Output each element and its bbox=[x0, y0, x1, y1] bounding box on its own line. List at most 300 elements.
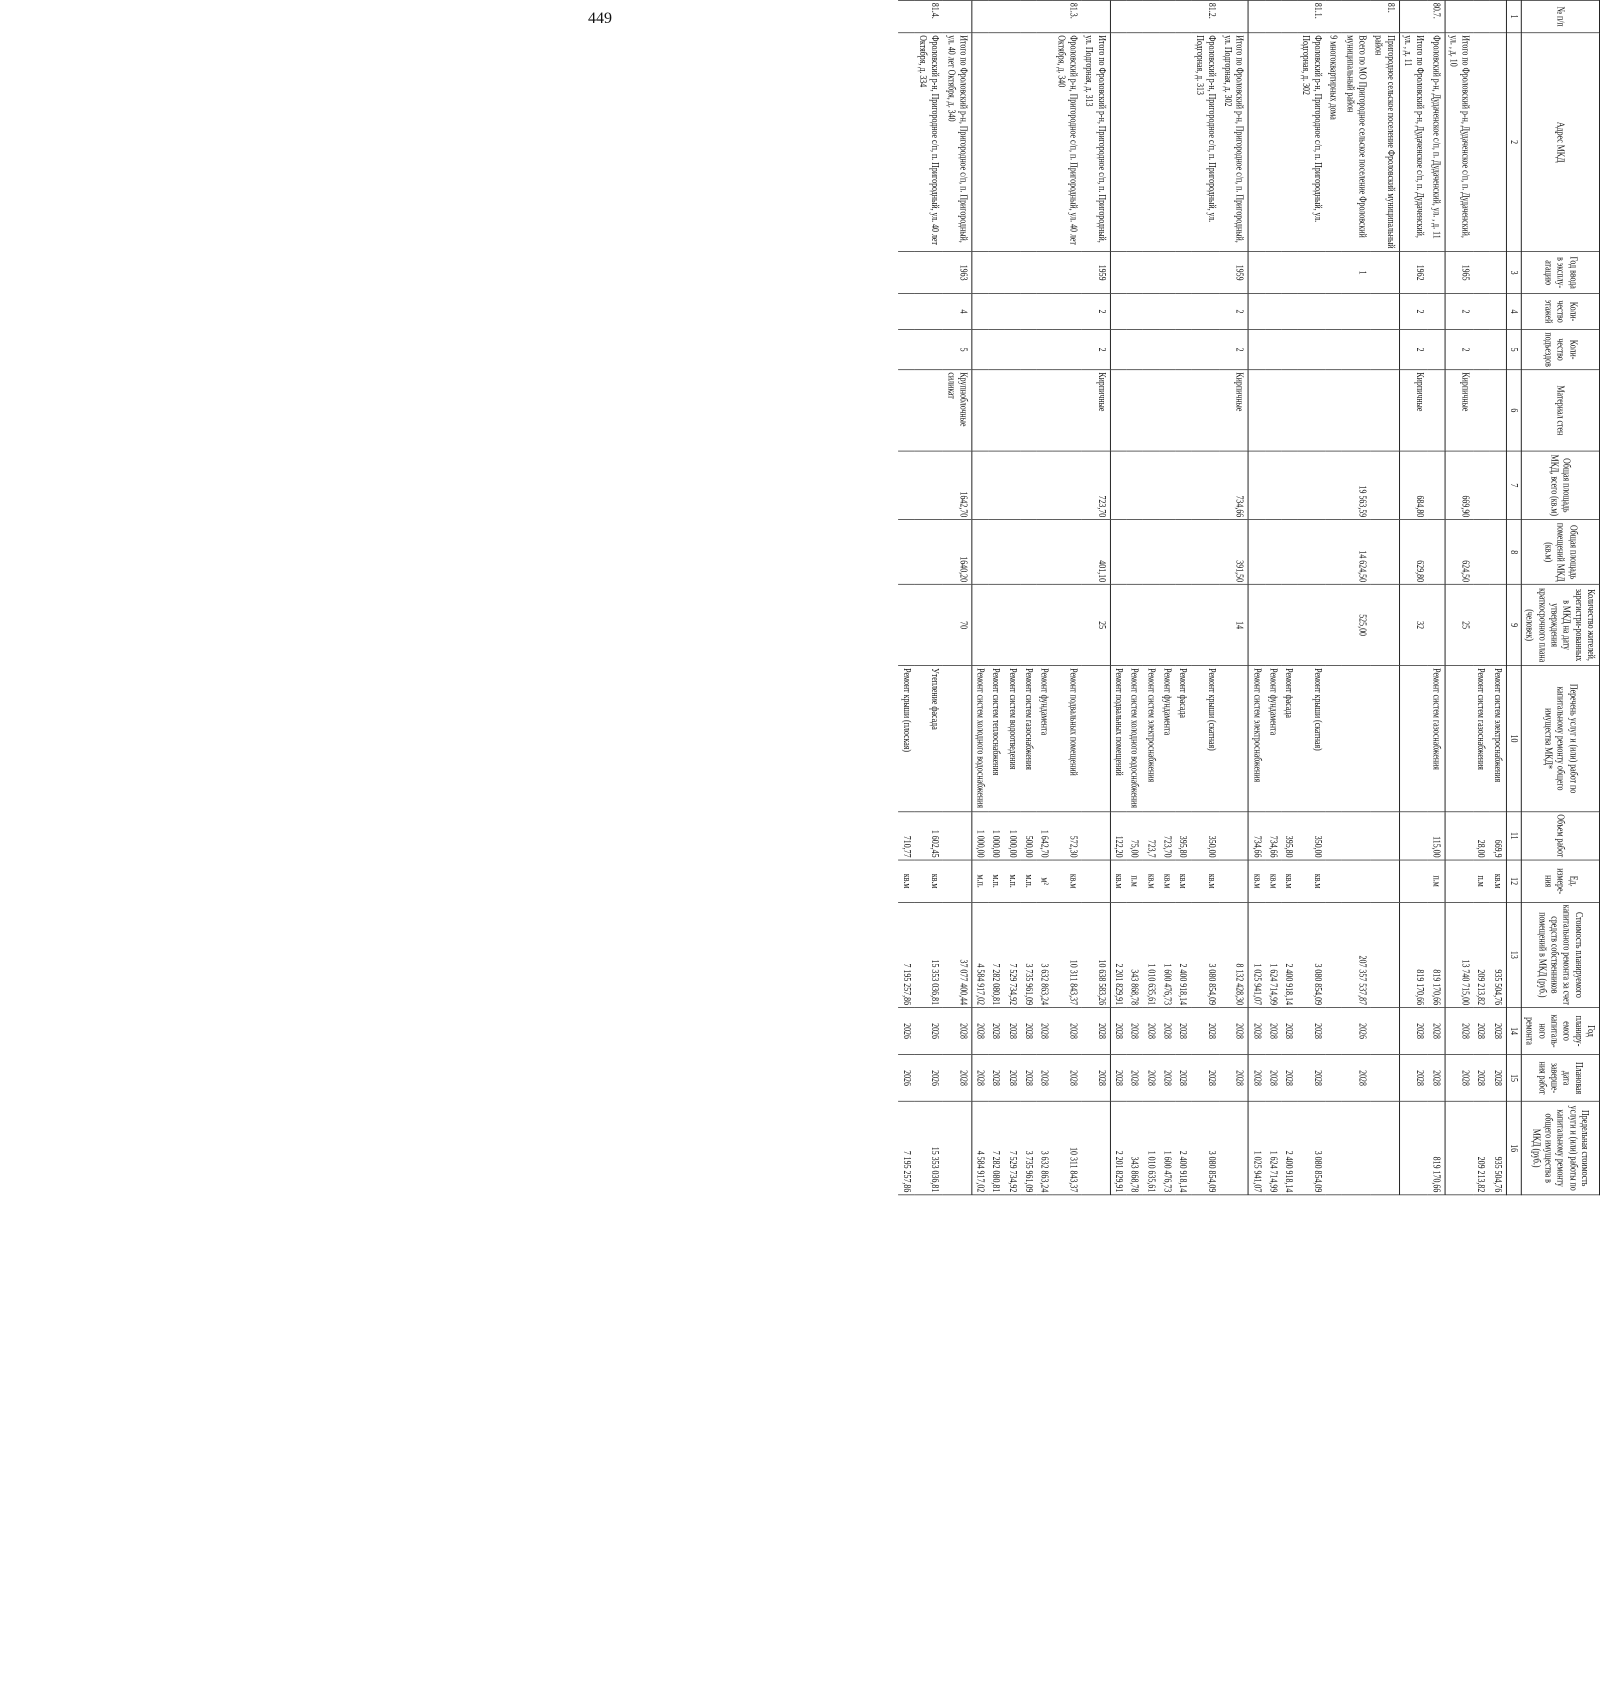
table-cell bbox=[1490, 370, 1507, 451]
table-cell: 25 bbox=[1445, 585, 1474, 666]
table-row bbox=[1053, 0, 1081, 1194]
table-cell: 710,77 bbox=[898, 811, 914, 860]
table-cell: 2028 bbox=[972, 1055, 989, 1102]
table-cell: 2028 bbox=[1175, 1008, 1191, 1055]
table-cell: 7 195 257,86 bbox=[898, 1102, 914, 1195]
column-header: Год ввода в эксплу-атацию bbox=[1521, 252, 1599, 294]
table-cell bbox=[972, 252, 989, 294]
column-number: 10 bbox=[1506, 666, 1521, 812]
column-header: № п/п bbox=[1521, 0, 1599, 32]
table-cell: 2026 bbox=[898, 1008, 914, 1055]
table-cell bbox=[1220, 811, 1248, 860]
table-cell: Ремонт систем теплоснабжения bbox=[988, 666, 1004, 812]
table-cell: 2 bbox=[1445, 329, 1474, 370]
table-cell: кв.м bbox=[1159, 860, 1175, 902]
table-cell bbox=[1081, 811, 1109, 860]
table-cell: 10 311 843,37 bbox=[1053, 1102, 1081, 1195]
table-cell: 115,00 bbox=[1428, 811, 1444, 860]
table-cell bbox=[1326, 451, 1342, 520]
table-cell: кв.м bbox=[1110, 860, 1127, 902]
table-cell: 2028 bbox=[1399, 1055, 1428, 1102]
table-cell: 1963 bbox=[943, 252, 971, 294]
table-cell: 2 400 918,14 bbox=[1281, 902, 1297, 1007]
table-cell: 2028 bbox=[1445, 1055, 1474, 1102]
table-cell bbox=[1175, 585, 1191, 666]
table-cell bbox=[1037, 370, 1053, 451]
table-cell bbox=[1399, 0, 1428, 32]
table-cell: Ремонт крыши (скатная) bbox=[1297, 666, 1325, 812]
table-cell: 734,66 bbox=[1249, 811, 1266, 860]
table-cell bbox=[972, 0, 989, 32]
table-cell bbox=[915, 294, 943, 330]
table-cell bbox=[1159, 585, 1175, 666]
table-cell bbox=[1265, 33, 1281, 252]
table-cell: кв.м bbox=[1175, 860, 1191, 902]
table-cell: 3 080 854,09 bbox=[1297, 1102, 1325, 1195]
table-cell bbox=[915, 585, 943, 666]
table-row bbox=[972, 0, 989, 1194]
table-cell: 2028 bbox=[1037, 1008, 1053, 1055]
table-row bbox=[1297, 0, 1325, 1194]
table-cell bbox=[943, 811, 971, 860]
table-cell: 2028 bbox=[1428, 1055, 1444, 1102]
table-cell: кв.м bbox=[1143, 860, 1159, 902]
table-cell: 1 624 714,99 bbox=[1265, 1102, 1281, 1195]
table-cell: 1 600 476,73 bbox=[1159, 1102, 1175, 1195]
table-cell bbox=[1143, 0, 1159, 32]
table-cell bbox=[898, 252, 914, 294]
table-cell: 1 025 941,07 bbox=[1249, 902, 1266, 1007]
table-cell bbox=[1297, 294, 1325, 330]
table-cell bbox=[1342, 1102, 1370, 1195]
table-cell bbox=[1021, 329, 1037, 370]
table-cell bbox=[1110, 33, 1127, 252]
table-cell bbox=[1399, 1102, 1428, 1195]
table-cell bbox=[1370, 860, 1398, 902]
table-cell: Ремонт систем водоотведения bbox=[1005, 666, 1021, 812]
table-cell bbox=[1053, 294, 1081, 330]
table-cell bbox=[1081, 666, 1109, 812]
table-cell bbox=[1370, 294, 1398, 330]
table-cell: Итого по Фроловский р-н, Дудаченское с/п, п. Дудаченский, ул. , д. 11 bbox=[1399, 33, 1428, 252]
table-row bbox=[1281, 0, 1297, 1194]
table-cell: 2 bbox=[1399, 329, 1428, 370]
table-cell bbox=[1445, 1102, 1474, 1195]
table-cell: 2 bbox=[1220, 329, 1248, 370]
table-cell bbox=[1143, 252, 1159, 294]
table-cell bbox=[898, 294, 914, 330]
table-cell bbox=[1249, 329, 1266, 370]
table-cell: 350,00 bbox=[1297, 811, 1325, 860]
table-cell bbox=[943, 666, 971, 812]
table-cell: Ремонт систем газоснабжения bbox=[1021, 666, 1037, 812]
table-cell bbox=[1127, 294, 1143, 330]
table-cell: Ремонт фасада bbox=[1281, 666, 1297, 812]
table-cell bbox=[1175, 33, 1191, 252]
table-cell: 2 bbox=[1081, 294, 1109, 330]
table-row bbox=[915, 0, 943, 1194]
table-cell: 1 602,45 bbox=[915, 811, 943, 860]
table-cell: 2028 bbox=[1081, 1055, 1109, 1102]
table-cell: 2028 bbox=[1021, 1008, 1037, 1055]
table-cell: 819 170,66 bbox=[1428, 902, 1444, 1007]
column-number: 15 bbox=[1506, 1055, 1521, 1102]
table-cell bbox=[1175, 370, 1191, 451]
table-cell bbox=[1297, 370, 1325, 451]
column-header: Предельная стоимость услуги и (или) работы по капитальному ремонту общего имущества в МКД (руб.) bbox=[1521, 1102, 1599, 1195]
table-cell bbox=[1281, 33, 1297, 252]
table-cell bbox=[1326, 329, 1342, 370]
table-cell bbox=[972, 451, 989, 520]
table-cell bbox=[1265, 0, 1281, 32]
table-cell bbox=[1473, 294, 1489, 330]
table-cell bbox=[943, 860, 971, 902]
table-cell bbox=[1370, 1008, 1398, 1055]
table-cell: 2028 bbox=[1249, 1055, 1266, 1102]
table-cell bbox=[1445, 860, 1474, 902]
table-cell bbox=[1110, 294, 1127, 330]
table-cell bbox=[898, 451, 914, 520]
table-cell bbox=[1053, 451, 1081, 520]
table-cell: 2 bbox=[1399, 294, 1428, 330]
table-cell bbox=[1490, 329, 1507, 370]
table-row bbox=[1220, 0, 1248, 1194]
table-cell: 1 000,00 bbox=[1005, 811, 1021, 860]
table-cell: 10 638 583,26 bbox=[1081, 902, 1109, 1007]
table-cell bbox=[1249, 370, 1266, 451]
table-row bbox=[1399, 0, 1428, 1194]
table-cell bbox=[915, 329, 943, 370]
table-cell: 629,80 bbox=[1399, 520, 1428, 585]
table-cell: 3 080 854,09 bbox=[1191, 1102, 1219, 1195]
table-cell bbox=[1326, 1055, 1342, 1102]
table-cell bbox=[1143, 370, 1159, 451]
table-row bbox=[1191, 0, 1219, 1194]
table-cell bbox=[1191, 252, 1219, 294]
table-cell bbox=[1110, 0, 1127, 32]
table-cell bbox=[1281, 252, 1297, 294]
table-cell: Ремонт фундамента bbox=[1265, 666, 1281, 812]
table-row bbox=[1143, 0, 1159, 1194]
table-cell bbox=[1191, 520, 1219, 585]
table-cell bbox=[1326, 585, 1342, 666]
column-number: 16 bbox=[1506, 1102, 1521, 1195]
table-cell: 1640,20 bbox=[943, 520, 971, 585]
table-cell bbox=[1326, 294, 1342, 330]
column-number: 4 bbox=[1506, 294, 1521, 330]
table-cell bbox=[1220, 666, 1248, 812]
table-cell bbox=[1326, 860, 1342, 902]
table-cell: 1959 bbox=[1220, 252, 1248, 294]
table-cell: 935 504,76 bbox=[1490, 902, 1507, 1007]
table-cell: 81.4. bbox=[915, 0, 943, 32]
table-cell bbox=[1220, 0, 1248, 32]
table-cell: кв.м bbox=[1249, 860, 1266, 902]
table-cell bbox=[972, 294, 989, 330]
table-cell: 1 bbox=[1342, 252, 1370, 294]
table-cell bbox=[1127, 33, 1143, 252]
table-cell: 525,00 bbox=[1342, 585, 1370, 666]
table-cell: Ремонт фундамента bbox=[1159, 666, 1175, 812]
table-cell bbox=[1490, 33, 1507, 252]
table-cell: 7 282 080,81 bbox=[988, 1102, 1004, 1195]
table-cell: Пригородное сельское поселение Фроловский муниципальный район bbox=[1370, 33, 1398, 252]
table-cell bbox=[898, 33, 914, 252]
table-cell bbox=[1297, 520, 1325, 585]
table-cell bbox=[1159, 33, 1175, 252]
table-cell bbox=[1370, 811, 1398, 860]
table-cell: 13 740 715,00 bbox=[1445, 902, 1474, 1007]
table-cell: 81. bbox=[1370, 0, 1398, 32]
table-cell: 2028 bbox=[1127, 1008, 1143, 1055]
table-cell: 624,50 bbox=[1445, 520, 1474, 585]
column-number: 9 bbox=[1506, 585, 1521, 666]
table-cell: 684,80 bbox=[1399, 451, 1428, 520]
table-cell bbox=[1265, 329, 1281, 370]
table-cell: м.п. bbox=[1021, 860, 1037, 902]
table-cell: 2028 bbox=[1021, 1055, 1037, 1102]
table-cell: 2026 bbox=[1342, 1008, 1370, 1055]
table-cell bbox=[1021, 33, 1037, 252]
column-header: Ед. измере-ния bbox=[1521, 860, 1599, 902]
table-cell: Крупноблочные силикат bbox=[943, 370, 971, 451]
table-cell bbox=[1021, 252, 1037, 294]
table-cell bbox=[1175, 294, 1191, 330]
table-cell: 2028 bbox=[1191, 1055, 1219, 1102]
table-cell: Ремонт систем электроснабжения bbox=[1490, 666, 1507, 812]
table-cell bbox=[1127, 370, 1143, 451]
table-cell: 819 170,66 bbox=[1399, 902, 1428, 1007]
table-cell: 25 bbox=[1081, 585, 1109, 666]
table-cell bbox=[1143, 451, 1159, 520]
table-cell: 2028 bbox=[1159, 1055, 1175, 1102]
table-cell bbox=[1370, 451, 1398, 520]
table-cell bbox=[1342, 370, 1370, 451]
table-cell bbox=[1191, 370, 1219, 451]
column-number: 6 bbox=[1506, 370, 1521, 451]
column-header: Год планиру-емого капиталь-ного ремонта bbox=[1521, 1008, 1599, 1055]
table-cell bbox=[1445, 666, 1474, 812]
table-cell bbox=[972, 370, 989, 451]
table-cell bbox=[1326, 1102, 1342, 1195]
table-cell bbox=[915, 520, 943, 585]
table-cell: Ремонт систем газоснабжения bbox=[1428, 666, 1444, 812]
table-row bbox=[1127, 0, 1143, 1194]
table-cell: м.п. bbox=[1005, 860, 1021, 902]
table-cell bbox=[1159, 329, 1175, 370]
table-cell bbox=[1370, 666, 1398, 812]
table-cell: 2 bbox=[1220, 294, 1248, 330]
table-cell: Ремонт фасада bbox=[1175, 666, 1191, 812]
header-row bbox=[1521, 0, 1599, 1194]
table-cell bbox=[1005, 294, 1021, 330]
table-cell bbox=[1037, 451, 1053, 520]
table-cell: 1 000,00 bbox=[972, 811, 989, 860]
table-cell bbox=[1053, 520, 1081, 585]
table-cell bbox=[915, 370, 943, 451]
table-cell: 2028 bbox=[1081, 1008, 1109, 1055]
column-number: 14 bbox=[1506, 1008, 1521, 1055]
table-cell: кв.м bbox=[1265, 860, 1281, 902]
table-cell: 209 213,82 bbox=[1473, 1102, 1489, 1195]
table-row bbox=[1342, 0, 1370, 1194]
table-cell bbox=[1110, 252, 1127, 294]
table-cell bbox=[1473, 370, 1489, 451]
table-cell: Итого по Фроловский р-н, Пригородное с/п, п. Пригородный, ул. Подгорная, д. 302 bbox=[1220, 33, 1248, 252]
table-cell bbox=[1021, 0, 1037, 32]
table-cell bbox=[1143, 585, 1159, 666]
table-cell: 1642,70 bbox=[943, 451, 971, 520]
table-cell: п.м bbox=[1428, 860, 1444, 902]
table-cell: 7 529 734,92 bbox=[1005, 1102, 1021, 1195]
table-cell: 2028 bbox=[1220, 1055, 1248, 1102]
table-cell bbox=[1005, 370, 1021, 451]
table-cell bbox=[1370, 1055, 1398, 1102]
table-cell: 2 bbox=[1445, 294, 1474, 330]
table-cell: Ремонт подвальных помещений bbox=[1110, 666, 1127, 812]
table-cell bbox=[1297, 585, 1325, 666]
table-cell: 2028 bbox=[1490, 1055, 1507, 1102]
table-cell bbox=[1037, 33, 1053, 252]
table-cell: 2028 bbox=[1265, 1055, 1281, 1102]
table-cell: 7 529 734,92 bbox=[1005, 902, 1021, 1007]
table-cell bbox=[1191, 451, 1219, 520]
table-cell: Ремонт крыши (скатная) bbox=[1191, 666, 1219, 812]
table-cell bbox=[1021, 451, 1037, 520]
table-cell: 669,90 bbox=[1445, 451, 1474, 520]
table-cell bbox=[972, 585, 989, 666]
table-cell: 1962 bbox=[1399, 252, 1428, 294]
table-cell bbox=[1265, 585, 1281, 666]
table-cell: 3 735 961,09 bbox=[1021, 902, 1037, 1007]
table-cell bbox=[1490, 294, 1507, 330]
table-cell: кв.м bbox=[1297, 860, 1325, 902]
table-cell bbox=[1342, 666, 1370, 812]
table-cell bbox=[898, 329, 914, 370]
table-cell: 2028 bbox=[1265, 1008, 1281, 1055]
table-cell bbox=[1428, 451, 1444, 520]
table-row bbox=[1428, 0, 1444, 1194]
table-cell: 2 400 918,14 bbox=[1281, 1102, 1297, 1195]
table-cell: 2028 bbox=[1445, 1008, 1474, 1055]
table-row bbox=[1326, 0, 1342, 1194]
table-cell bbox=[1281, 585, 1297, 666]
table-cell bbox=[1053, 370, 1081, 451]
table-cell: 2028 bbox=[988, 1055, 1004, 1102]
table-cell: 1 600 476,73 bbox=[1159, 902, 1175, 1007]
table-cell: Итого по Фроловский р-н, Дудаченское с/п, п. Дудаченский, ул. , д. 10 bbox=[1445, 33, 1474, 252]
table-cell: 2028 bbox=[1005, 1055, 1021, 1102]
table-cell: п.м bbox=[1127, 860, 1143, 902]
table-cell: 2028 bbox=[1399, 1008, 1428, 1055]
table-cell bbox=[1159, 0, 1175, 32]
table-cell bbox=[988, 329, 1004, 370]
table-cell: 2028 bbox=[1297, 1008, 1325, 1055]
table-cell bbox=[1342, 811, 1370, 860]
table-cell: 343 868,78 bbox=[1127, 902, 1143, 1007]
table-cell: 81.2. bbox=[1191, 0, 1219, 32]
table-cell: 19 563,59 bbox=[1342, 451, 1370, 520]
table-cell bbox=[1281, 520, 1297, 585]
table-cell bbox=[1490, 0, 1507, 32]
table-cell bbox=[898, 520, 914, 585]
table-cell bbox=[1399, 860, 1428, 902]
table-cell bbox=[1490, 451, 1507, 520]
table-cell: Ремонт систем холодного водоснабжения bbox=[1127, 666, 1143, 812]
table-cell bbox=[1326, 666, 1342, 812]
column-number: 5 bbox=[1506, 329, 1521, 370]
table-cell bbox=[1428, 585, 1444, 666]
table-cell: Фроловский р-н, Дудаченское с/п, п. Дудаченский, ул. , д. 11 bbox=[1428, 33, 1444, 252]
table-cell bbox=[1110, 451, 1127, 520]
table-cell: 2028 bbox=[1220, 1008, 1248, 1055]
table-cell: 5 bbox=[943, 329, 971, 370]
table-cell bbox=[1281, 329, 1297, 370]
table-cell bbox=[1037, 294, 1053, 330]
table-cell: 1 624 714,99 bbox=[1265, 902, 1281, 1007]
table-cell bbox=[1110, 370, 1127, 451]
table-cell bbox=[988, 520, 1004, 585]
table-cell bbox=[1159, 294, 1175, 330]
table-cell bbox=[1370, 252, 1398, 294]
column-number: 1 bbox=[1506, 0, 1521, 32]
table-cell: 2028 bbox=[1342, 1055, 1370, 1102]
table-cell bbox=[1281, 451, 1297, 520]
table-cell: 122,20 bbox=[1110, 811, 1127, 860]
table-cell bbox=[1342, 0, 1370, 32]
table-cell bbox=[1191, 294, 1219, 330]
table-cell bbox=[1175, 520, 1191, 585]
table-cell: 2028 bbox=[1143, 1055, 1159, 1102]
table-cell: 2 201 829,91 bbox=[1110, 1102, 1127, 1195]
table-cell: 2028 bbox=[1281, 1055, 1297, 1102]
table-cell: 2028 bbox=[943, 1008, 971, 1055]
column-number: 11 bbox=[1506, 811, 1521, 860]
table-cell: 8 132 428,30 bbox=[1220, 902, 1248, 1007]
table-cell bbox=[1473, 33, 1489, 252]
table-cell: Ремонт систем электроснабжения bbox=[1143, 666, 1159, 812]
capital-repair-table bbox=[898, 0, 1600, 1195]
table-cell: 37 077 400,44 bbox=[943, 902, 971, 1007]
table-cell bbox=[1249, 520, 1266, 585]
table-cell bbox=[1081, 860, 1109, 902]
table-cell: 2028 bbox=[988, 1008, 1004, 1055]
table-cell: 401,10 bbox=[1081, 520, 1109, 585]
table-cell bbox=[943, 1102, 971, 1195]
table-cell bbox=[1037, 585, 1053, 666]
table-cell bbox=[1370, 329, 1398, 370]
table-cell bbox=[898, 0, 914, 32]
table-cell: 2028 bbox=[1110, 1008, 1127, 1055]
column-header: Плановая дата заверше-ния работ bbox=[1521, 1055, 1599, 1102]
column-header: Адрес МКД bbox=[1521, 33, 1599, 252]
table-cell: 1 010 635,61 bbox=[1143, 902, 1159, 1007]
table-cell: 350,00 bbox=[1191, 811, 1219, 860]
table-cell: 2028 bbox=[1159, 1008, 1175, 1055]
column-header: Коли-чество подъездов bbox=[1521, 329, 1599, 370]
table-cell: 2026 bbox=[915, 1008, 943, 1055]
table-cell: 2028 bbox=[1037, 1055, 1053, 1102]
column-number: 2 bbox=[1506, 33, 1521, 252]
table-cell bbox=[1370, 902, 1398, 1007]
table-cell: Кирпичные bbox=[1445, 370, 1474, 451]
table-cell bbox=[1326, 520, 1342, 585]
column-number-row bbox=[1506, 0, 1521, 1194]
table-cell bbox=[1081, 1102, 1109, 1195]
table-cell: Фроловский р-н, Пригородное с/п, п. Пригородный, ул. 40 лет Октября, д. 340 bbox=[1053, 33, 1081, 252]
table-cell: Ремонт подвальных помещений bbox=[1053, 666, 1081, 812]
table-cell: 734,66 bbox=[1220, 451, 1248, 520]
